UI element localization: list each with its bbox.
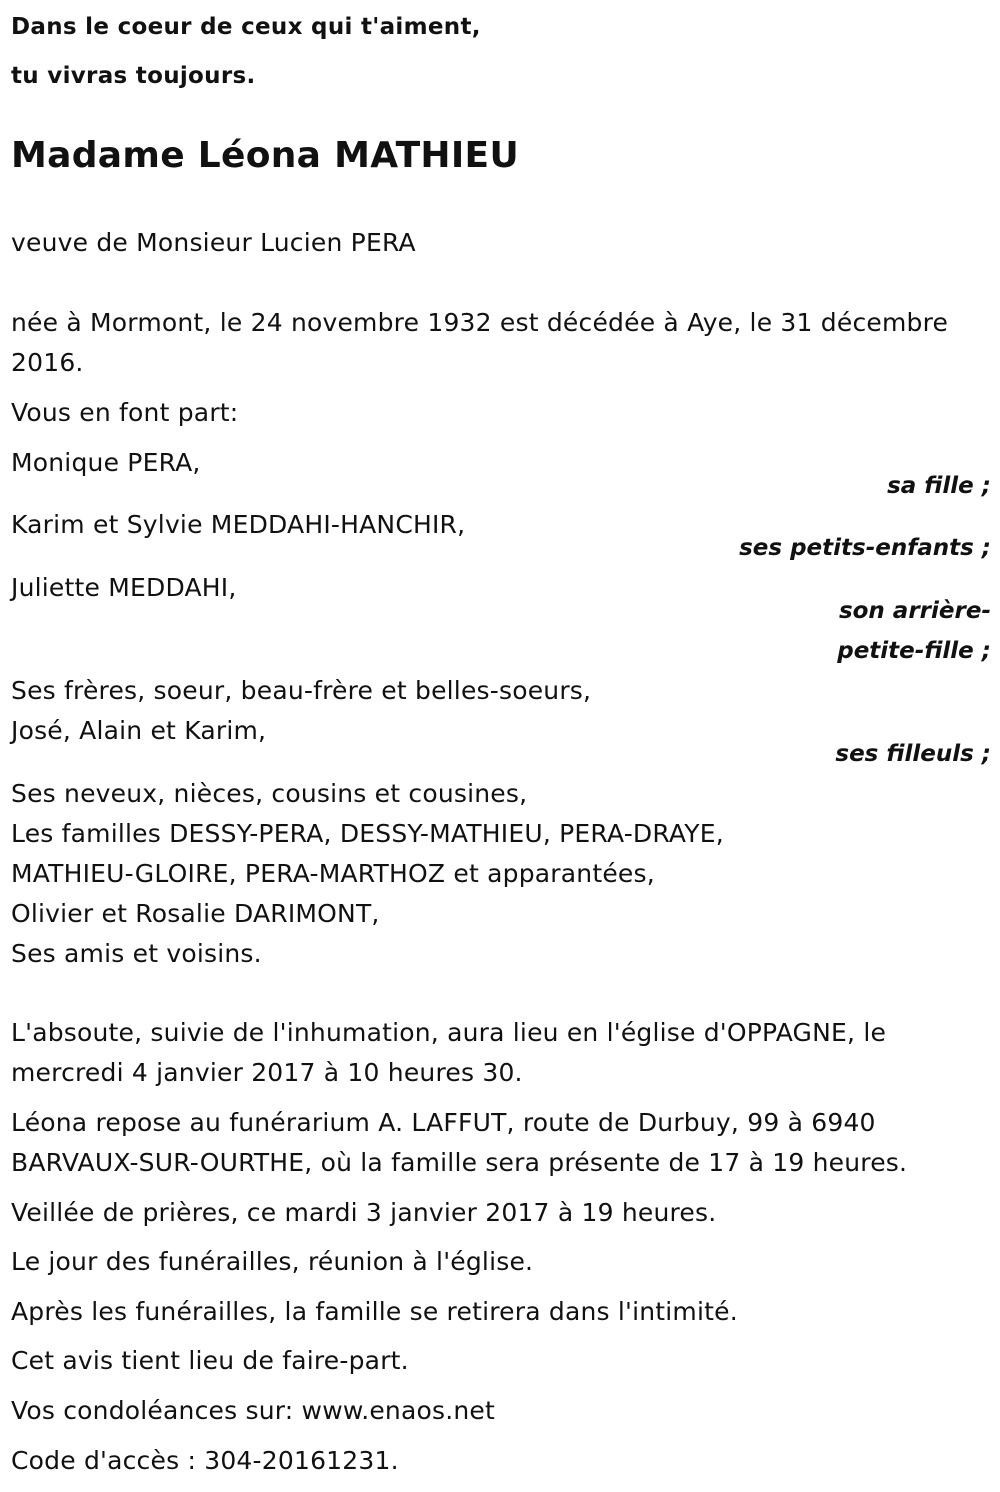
- absoute-line-2: mercredi 4 janvier 2017 à 10 heures 30.: [11, 1058, 523, 1087]
- family-relation-arriere-line-1: son arrière-: [838, 598, 991, 624]
- reunion-line: Le jour des funérailles, réunion à l'église.: [11, 1247, 534, 1276]
- others-line-4: Olivier et Rosalie DARIMONT,: [11, 899, 380, 928]
- faire-part-line: Cet avis tient lieu de faire-part.: [11, 1346, 409, 1375]
- motto-line-1: Dans le coeur de ceux qui t'aiment,: [11, 14, 481, 40]
- family-relation-petits-enfants: ses petits-enfants ;: [739, 535, 991, 561]
- veillee-line: Veillée de prières, ce mardi 3 janvier 2017 à 19 heures.: [11, 1198, 717, 1227]
- birth-death-line-2: 2016.: [11, 348, 84, 377]
- repose-line-2: BARVAUX-SUR-OURTHE, où la famille sera présente de 17 à 19 heures.: [11, 1148, 908, 1177]
- spouse-line: veuve de Monsieur Lucien PERA: [11, 228, 416, 257]
- family-names-monique: Monique PERA,: [11, 448, 201, 477]
- others-line-5: Ses amis et voisins.: [11, 939, 262, 968]
- repose-line-1: Léona repose au funérarium A. LAFFUT, route de Durbuy, 99 à 6940: [11, 1108, 876, 1137]
- absoute-line-1: L'absoute, suivie de l'inhumation, aura lieu en l'église d'OPPAGNE, le: [11, 1018, 887, 1047]
- family-names-siblings-line-1: Ses frères, soeur, beau-frère et belles-soeurs,: [11, 676, 592, 705]
- code-acces-line: Code d'accès : 304-20161231.: [11, 1446, 399, 1475]
- family-relation-arriere-line-2: petite-fille ;: [837, 638, 991, 664]
- birth-death-line-1: née à Mormont, le 24 novembre 1932 est décédée à Aye, le 31 décembre: [11, 308, 949, 337]
- motto-line-2: tu vivras toujours.: [11, 63, 256, 89]
- family-names-siblings-line-2: José, Alain et Karim,: [11, 716, 267, 745]
- intimite-line: Après les funérailles, la famille se retirera dans l'intimité.: [11, 1297, 738, 1326]
- others-line-3: MATHIEU-GLOIRE, PERA-MARTHOZ et apparantées,: [11, 859, 655, 888]
- others-line-1: Ses neveux, nièces, cousins et cousines,: [11, 779, 528, 808]
- family-names-juliette: Juliette MEDDAHI,: [11, 573, 237, 602]
- others-line-2: Les familles DESSY-PERA, DESSY-MATHIEU, PERA-DRAYE,: [11, 819, 724, 848]
- condoleances-line: Vos condoléances sur: www.enaos.net: [11, 1396, 495, 1425]
- deceased-name: Madame Léona MATHIEU: [11, 135, 519, 176]
- family-relation-fille: sa fille ;: [887, 473, 991, 499]
- family-relation-filleuls: ses filleuls ;: [835, 741, 991, 767]
- family-names-karim-sylvie: Karim et Sylvie MEDDAHI-HANCHIR,: [11, 510, 466, 539]
- announcement-intro: Vous en font part:: [11, 398, 239, 427]
